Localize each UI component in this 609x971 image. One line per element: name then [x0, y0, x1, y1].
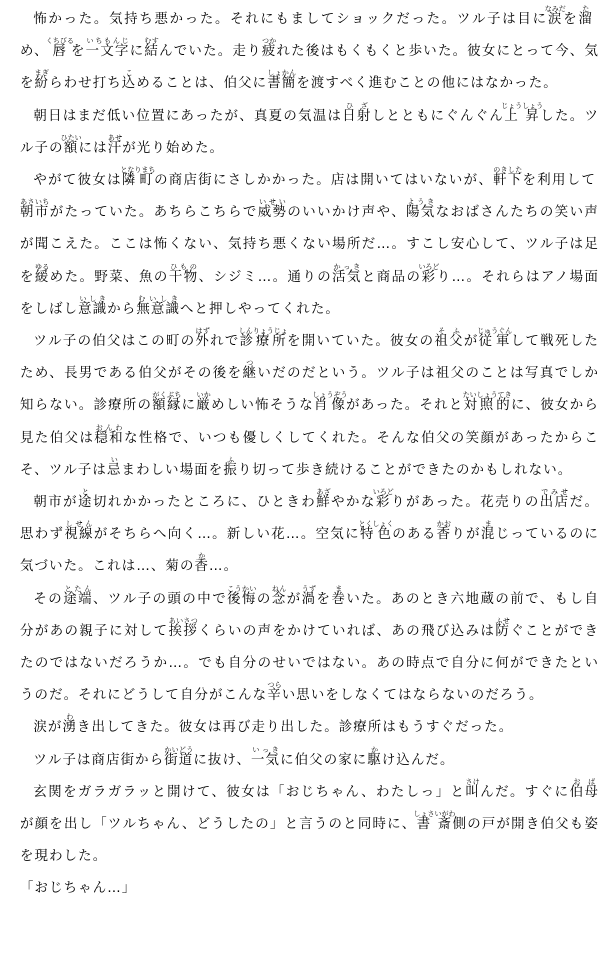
ruby-base: 鮮 [316, 495, 332, 511]
text-run: なおばさんたちの笑い声が聞こえた。ここは怖くない、気持ち悪くない場所だ…。すこし安心して、ツル子は足を [20, 205, 599, 285]
text-run: しとともにぐんぐん [371, 108, 505, 124]
ruby-reading: かお [436, 520, 452, 529]
text-run: の [256, 591, 272, 607]
ruby-reading: ひもの [168, 262, 199, 271]
text-run: ツル子は商店街から [33, 752, 165, 768]
ruby-reading: ようき [406, 198, 436, 207]
ruby-word [436, 520, 452, 543]
ruby-word [261, 37, 277, 60]
ruby-reading: まぎ [34, 69, 50, 78]
text-run: り…。それらはアノ場面をしばし [20, 269, 600, 317]
ruby-base: 彩 [372, 495, 394, 511]
ruby-word [462, 391, 512, 414]
text-run: した。ツル子の [20, 108, 599, 156]
ruby-word [251, 745, 281, 768]
text-run: じっているのに気づいた。これは…、菊の [20, 527, 599, 575]
paragraph-p1 [20, 4, 599, 101]
text-run: を [70, 44, 86, 60]
text-run: らわせ打ち [49, 76, 122, 92]
text-run: き出してきた。彼女は再び走り出した。診療所はもうすぐだった。 [77, 720, 514, 736]
ruby-word [34, 262, 50, 285]
ruby-base: 渦 [301, 591, 317, 607]
ruby-reading: じょうしょう [501, 101, 544, 110]
ruby-base: 祖父 [434, 334, 464, 350]
ruby-word [107, 133, 123, 156]
text-run: …。 [209, 559, 239, 575]
ruby-word [195, 327, 211, 350]
text-run: その [33, 591, 64, 607]
ruby-reading: じゅうぐん [477, 327, 513, 336]
ruby-reading: なみだ [544, 5, 566, 13]
ruby-reading: ゆる [34, 262, 50, 271]
ruby-reading: たいしょうてき [462, 391, 512, 400]
text-run: ツル子の伯父はこの町の [33, 334, 196, 350]
ruby-word [342, 101, 372, 124]
ruby-word [434, 327, 464, 350]
text-run: 玄関をガラガラッと開けて、彼女は「おじちゃん、わたしっ」と [33, 784, 466, 800]
text-run: が顔を出し「ツルちゃん、どうしたの」と言うのと同時に、 [20, 817, 417, 833]
ruby-base: 疲 [261, 44, 277, 60]
ruby-word [164, 745, 194, 768]
ruby-word [316, 488, 332, 511]
ruby-base: 診療所 [238, 334, 288, 350]
ruby-reading: かっき [332, 262, 362, 271]
ruby-base: 継 [242, 366, 258, 382]
ruby-reading: とくしょく [358, 520, 394, 529]
ruby-word [242, 359, 258, 382]
ruby-word [45, 37, 74, 60]
ruby-base: 防 [495, 623, 511, 639]
ruby-word [332, 262, 362, 285]
text-run: ぐことができたのではないだろうか…。でも自分のせいではない。あの時点で自分に何ができたというのだ。それにどうして自分がこんな [20, 623, 600, 704]
text-run: のいいかけ声や、 [287, 205, 407, 221]
ruby-base: 額縁 [152, 398, 182, 414]
text-run: に [129, 44, 145, 60]
ruby-reading: とたん [63, 584, 93, 593]
ruby-reading: あさいち [20, 198, 50, 207]
ruby-word [406, 198, 436, 221]
text-run: には [78, 140, 108, 156]
ruby-base: 香 [436, 527, 452, 543]
ruby-reading: いっき [251, 745, 281, 754]
ruby-word [358, 520, 394, 543]
ruby-word [78, 488, 93, 511]
ruby-reading: のきした [493, 166, 523, 175]
ruby-base: 肖像 [312, 398, 348, 414]
text-run: めしい怖そうな [211, 398, 314, 414]
ruby-base: 視線 [64, 527, 94, 543]
ruby-reading: しょさいがわ [413, 810, 456, 819]
text-run: 、シジミ…。通りの [198, 269, 333, 285]
ruby-word [168, 262, 199, 285]
ruby-word [62, 713, 78, 736]
ruby-reading: と [78, 488, 93, 497]
text-run: に、彼女から見た伯父は [20, 398, 599, 446]
ruby-base: 外 [195, 334, 211, 350]
ruby-reading: うず [301, 584, 317, 593]
ruby-base: 彩 [418, 269, 440, 285]
text-run: めることは、伯父に [136, 76, 268, 92]
ruby-reading: そふ [434, 327, 464, 336]
ruby-reading: むいしき [136, 294, 180, 303]
text-run: 、ツル子の頭の中で [93, 591, 228, 607]
ruby-base: 厳 [196, 398, 212, 414]
ruby-reading: か [367, 745, 382, 754]
ruby-word [477, 327, 513, 350]
ruby-reading: しょうぞう [312, 391, 348, 400]
ruby-base: 込 [121, 76, 137, 92]
ruby-base: 軒下 [493, 173, 523, 189]
text-run: めた。野菜、魚の [49, 269, 169, 285]
ruby-reading: こ [121, 69, 137, 78]
ruby-reading: つら [267, 681, 282, 690]
ruby-reading: ま [480, 520, 496, 529]
ruby-base: 陽気 [406, 205, 436, 221]
ruby-base: 干物 [168, 269, 199, 285]
ruby-reading: ま [331, 584, 347, 593]
ruby-base: 対照的 [462, 398, 512, 414]
paragraph-p8 [20, 745, 599, 777]
text-run: して戦死したため、長男である伯父がその後を [20, 334, 599, 382]
text-run: りが [451, 527, 481, 543]
ruby-base: 従軍 [477, 334, 513, 350]
text-run: やがて彼女は [33, 173, 122, 189]
ruby-base: 書簡 [267, 76, 297, 92]
ruby-reading: あいさつ [168, 616, 198, 625]
ruby-reading: い [106, 455, 122, 464]
ruby-base: 混 [480, 527, 496, 543]
ruby-reading: となりまち [120, 166, 156, 175]
ruby-base: 汗 [107, 140, 123, 156]
ruby-base: 緩 [34, 269, 50, 285]
ruby-base: 一文字 [85, 44, 130, 60]
text-run: だ。思わず [20, 495, 599, 543]
ruby-base: 活気 [332, 269, 362, 285]
ruby-word [60, 133, 82, 156]
text-run: くらいの声をかけていれば、あの飛び込みは [198, 623, 496, 639]
ruby-word [168, 616, 199, 639]
paragraph-p2 [20, 101, 599, 165]
paragraph-p10 [20, 873, 599, 905]
ruby-base: 結 [144, 44, 160, 60]
ruby-base: 隣町 [120, 173, 156, 189]
ruby-word [367, 745, 382, 768]
ruby-reading: ふ [223, 455, 238, 464]
ruby-word [34, 69, 50, 92]
text-run: に [181, 398, 197, 414]
text-run: があった。それと [345, 398, 464, 414]
ruby-word [121, 69, 137, 92]
paragraph-p4 [20, 326, 599, 487]
text-run: を [562, 12, 579, 27]
ruby-base: 一気 [251, 752, 281, 768]
ruby-word [569, 777, 599, 800]
ruby-reading: おんわ [94, 423, 124, 432]
ruby-reading: あざ [316, 488, 331, 497]
ruby-base: 後悔 [227, 591, 257, 607]
ruby-base: 日射 [342, 108, 372, 124]
text-run: と商品の [361, 269, 422, 285]
ruby-reading: くちびる [45, 37, 74, 46]
text-run: け込んだ。 [381, 752, 455, 768]
text-run: り切って歩き続けることができたのかもしれない。 [237, 462, 573, 478]
text-run: の商店街にさしかかった。店は開いてはいないが、 [153, 173, 494, 189]
ruby-word [418, 262, 440, 285]
ruby-base: 意識 [78, 301, 108, 317]
text-run: 朝市が [33, 495, 79, 511]
text-run: を [316, 591, 332, 607]
paragraph-p5 [20, 487, 599, 584]
ruby-word [257, 198, 288, 221]
ruby-reading: かいどう [164, 745, 194, 754]
ruby-word [20, 198, 50, 221]
ruby-reading: いしき [78, 294, 108, 303]
ruby-base: 念 [271, 591, 287, 607]
ruby-base: 巻 [331, 591, 347, 607]
ruby-reading: いろど [418, 262, 440, 271]
ruby-reading: しんりょうじょ [238, 327, 288, 336]
ruby-word [267, 681, 282, 704]
paragraph-p6 [20, 584, 599, 713]
text-run: から [107, 301, 137, 317]
ruby-reading: いちもんじ [85, 37, 130, 46]
ruby-word [495, 616, 511, 639]
ruby-base: 叫 [465, 784, 481, 800]
ruby-reading: た [578, 5, 593, 13]
ruby-word [152, 391, 182, 414]
ruby-word [372, 488, 394, 511]
ruby-word [78, 294, 108, 317]
ruby-word [301, 584, 317, 607]
ruby-base: 辛 [267, 688, 282, 704]
ruby-base: 出店 [539, 495, 570, 511]
ruby-reading: ひざ [342, 101, 372, 110]
ruby-reading: わ [62, 713, 78, 722]
text-run: がそちらへ向く…。新しい花…。空気に [93, 527, 360, 543]
ruby-reading: さけ [465, 777, 480, 786]
ruby-base: 振 [223, 462, 238, 478]
text-run: のある [392, 527, 437, 543]
ruby-word [493, 166, 523, 189]
text-run: がたっていた。あちらこちらで [49, 205, 258, 221]
ruby-word [120, 166, 156, 189]
ruby-reading: ふせ [495, 616, 510, 625]
ruby-reading: ひたい [60, 133, 82, 142]
ruby-reading: ねん [271, 584, 287, 593]
text-run: 涙が [33, 720, 63, 736]
ruby-word [223, 455, 238, 478]
ruby-base: 駆 [367, 752, 382, 768]
document-body [20, 4, 599, 906]
text-run: んだ。すぐに [480, 784, 570, 800]
ruby-base: 涙 [544, 12, 566, 27]
text-run: 側の戸が開き伯父も姿を現わした。 [20, 817, 599, 865]
ruby-word [238, 327, 288, 350]
text-run: やかな [331, 495, 376, 511]
ruby-word [94, 423, 125, 446]
text-run: が [463, 334, 479, 350]
ruby-base: 穏和 [94, 430, 125, 446]
text-run: い思いをしなくてはならないのだろう。 [281, 688, 544, 704]
ruby-reading: いせい [257, 198, 288, 207]
paragraph-p9 [20, 777, 599, 874]
paragraph-p7 [20, 712, 599, 744]
text-run: に抜け、 [193, 752, 251, 768]
ruby-base: 上昇 [501, 108, 544, 124]
ruby-reading: がくぶち [152, 391, 182, 400]
text-run: んでいた。走り [159, 44, 262, 60]
text-run: を開いていた。彼女の [286, 334, 435, 350]
ruby-base: 忌 [106, 462, 122, 478]
ruby-reading: つか [261, 37, 277, 46]
ruby-word [271, 584, 287, 607]
text-run: 怖かった。気持ち悪かった。それにもましてショックだった。ツル子は目に [33, 12, 548, 27]
ruby-reading: か [194, 552, 210, 561]
paragraph-p3 [20, 165, 599, 326]
ruby-reading: しせん [64, 520, 94, 529]
ruby-reading: しょかん [267, 69, 297, 78]
ruby-reading: あせ [107, 133, 123, 142]
ruby-word [539, 488, 570, 511]
ruby-word [312, 391, 348, 414]
ruby-base: 無意識 [136, 301, 180, 317]
ruby-base: 伯母 [569, 784, 599, 800]
ruby-base: 額 [60, 140, 82, 156]
ruby-word [63, 584, 94, 607]
ruby-word [136, 294, 180, 317]
text-run: いた。あのとき六地蔵の前で、もし自分があの親子に対して [20, 591, 600, 639]
text-run: 朝日はまだ低い位置にあったが、真夏の気温は [33, 108, 343, 124]
text-run: りがあった。花売りの [390, 495, 540, 511]
ruby-word [544, 5, 566, 27]
text-run: が光り始めた。 [122, 140, 225, 156]
text-run: いだのだという。ツル子は祖父のことは写真でしか知らない。診療所の [20, 366, 599, 414]
ruby-base: 唇 [45, 44, 74, 60]
ruby-reading: はず [195, 327, 210, 336]
ruby-base: 特色 [358, 527, 394, 543]
text-run: れで [210, 334, 240, 350]
text-run: を利用して [522, 173, 597, 189]
ruby-word [194, 552, 210, 575]
text-run: な性格で、いつも優しくしてくれた。そんな伯父の笑顔があったからこそ、ツル子は [20, 430, 599, 478]
ruby-base: 湧 [62, 720, 78, 736]
text-run: め、 [20, 44, 49, 60]
ruby-word [267, 69, 297, 92]
ruby-base: 朝市 [20, 205, 50, 221]
ruby-base: 威勢 [257, 205, 288, 221]
ruby-base: 途端 [63, 591, 94, 607]
ruby-reading: こうかい [227, 584, 257, 593]
ruby-base: 途 [78, 495, 93, 511]
text-run: れた後はもくもくと歩いた。彼女にとって今、気を [20, 44, 600, 92]
ruby-word [465, 777, 481, 800]
text-run: 「おじちゃん…」 [20, 881, 137, 897]
ruby-word [64, 520, 94, 543]
ruby-word [85, 37, 130, 60]
ruby-reading: むす [144, 37, 159, 46]
ruby-base: 溜 [578, 12, 593, 27]
text-run: を渡すべく進むことの他にはなかった。 [296, 76, 558, 92]
text-run: まわしい場面を [121, 462, 224, 478]
ruby-base: 街道 [164, 752, 194, 768]
ruby-word [227, 584, 257, 607]
ruby-base: 挨拶 [168, 623, 199, 639]
ruby-base: 紛 [34, 76, 50, 92]
ruby-reading: いか [196, 391, 211, 400]
ruby-word [106, 455, 122, 478]
ruby-base: 香 [194, 559, 210, 575]
ruby-base: 書斎 [413, 817, 456, 833]
ruby-word [501, 101, 544, 124]
text-run: へと押しやってくれた。 [179, 301, 340, 317]
text-run: 切れかかったところに、ひときわ [92, 495, 317, 511]
text-run: が [286, 591, 302, 607]
ruby-reading: でみせ [539, 488, 570, 497]
ruby-word [413, 810, 456, 833]
ruby-word [196, 391, 212, 414]
ruby-word [331, 584, 347, 607]
ruby-word [578, 5, 593, 27]
ruby-reading: つ [242, 359, 258, 368]
ruby-reading: おば [569, 777, 599, 786]
ruby-reading: いろど [372, 488, 394, 497]
text-run: に伯父の家に [280, 752, 368, 768]
ruby-word [144, 37, 160, 60]
ruby-word [480, 520, 496, 543]
